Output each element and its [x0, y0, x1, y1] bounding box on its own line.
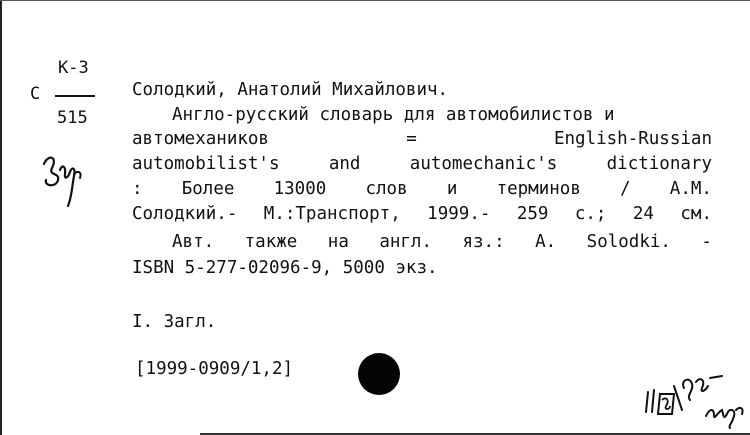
call-number-line3: 515	[57, 108, 88, 128]
title-word: and	[328, 154, 361, 174]
title-line-3	[132, 152, 712, 176]
note-word: также	[244, 232, 298, 252]
note-word: Solodki.	[586, 232, 671, 252]
title-word: /	[620, 179, 631, 199]
title-word: automobilist's	[132, 154, 280, 174]
title-word: слов	[365, 179, 408, 199]
title-word: 13000	[273, 179, 327, 199]
title-word: dictionary	[606, 154, 712, 174]
title-word: English-Russian	[553, 129, 712, 149]
handwritten-mark-icon	[38, 150, 88, 212]
call-number-line1: К-3	[58, 58, 89, 78]
card-left-edge	[0, 0, 2, 435]
imprint-word: см.	[680, 204, 712, 224]
title-word: Более	[181, 179, 235, 199]
note-word: англ.	[379, 232, 433, 252]
note-word: яз.:	[462, 232, 505, 252]
title-word: А.М.	[669, 179, 712, 199]
handwritten-annotation-icon	[640, 366, 748, 430]
title-line-4	[132, 177, 712, 201]
imprint-word: Солодкий.-	[132, 204, 238, 224]
tracing-line: I. Загл.	[132, 312, 217, 332]
note-word: Авт.	[172, 232, 215, 252]
title-word: терминов	[496, 179, 581, 199]
author-note-line	[172, 230, 712, 254]
title-word: и	[446, 179, 458, 199]
imprint-word: 1999.-	[427, 204, 491, 224]
imprint-word: с.;	[574, 204, 607, 224]
control-number: [1999-0909/1,2]	[135, 359, 294, 379]
imprint-word: М.:Транспорт,	[263, 204, 401, 224]
imprint-line	[132, 202, 712, 226]
note-word: A.	[535, 232, 557, 252]
title-line-1: Англо-русский словарь для автомобилистов и	[172, 105, 615, 125]
title-word: automechanic's	[409, 154, 558, 174]
title-line-2	[132, 127, 712, 151]
title-word: :	[132, 179, 143, 199]
call-number-dash	[55, 95, 95, 97]
card-top-edge	[0, 0, 750, 1]
isbn-line: ISBN 5-277-02096-9, 5000 экз.	[132, 258, 438, 278]
card-punch-hole	[358, 353, 400, 395]
note-word: -	[701, 232, 712, 252]
title-word: =	[406, 129, 417, 149]
note-word: на	[327, 232, 349, 252]
call-number-line2: С	[30, 84, 41, 104]
author-heading: Солодкий, Анатолий Михайлович.	[132, 80, 449, 100]
title-word: автомехаников	[132, 129, 269, 149]
imprint-word: 259	[516, 204, 549, 224]
imprint-word: 24	[632, 204, 654, 224]
